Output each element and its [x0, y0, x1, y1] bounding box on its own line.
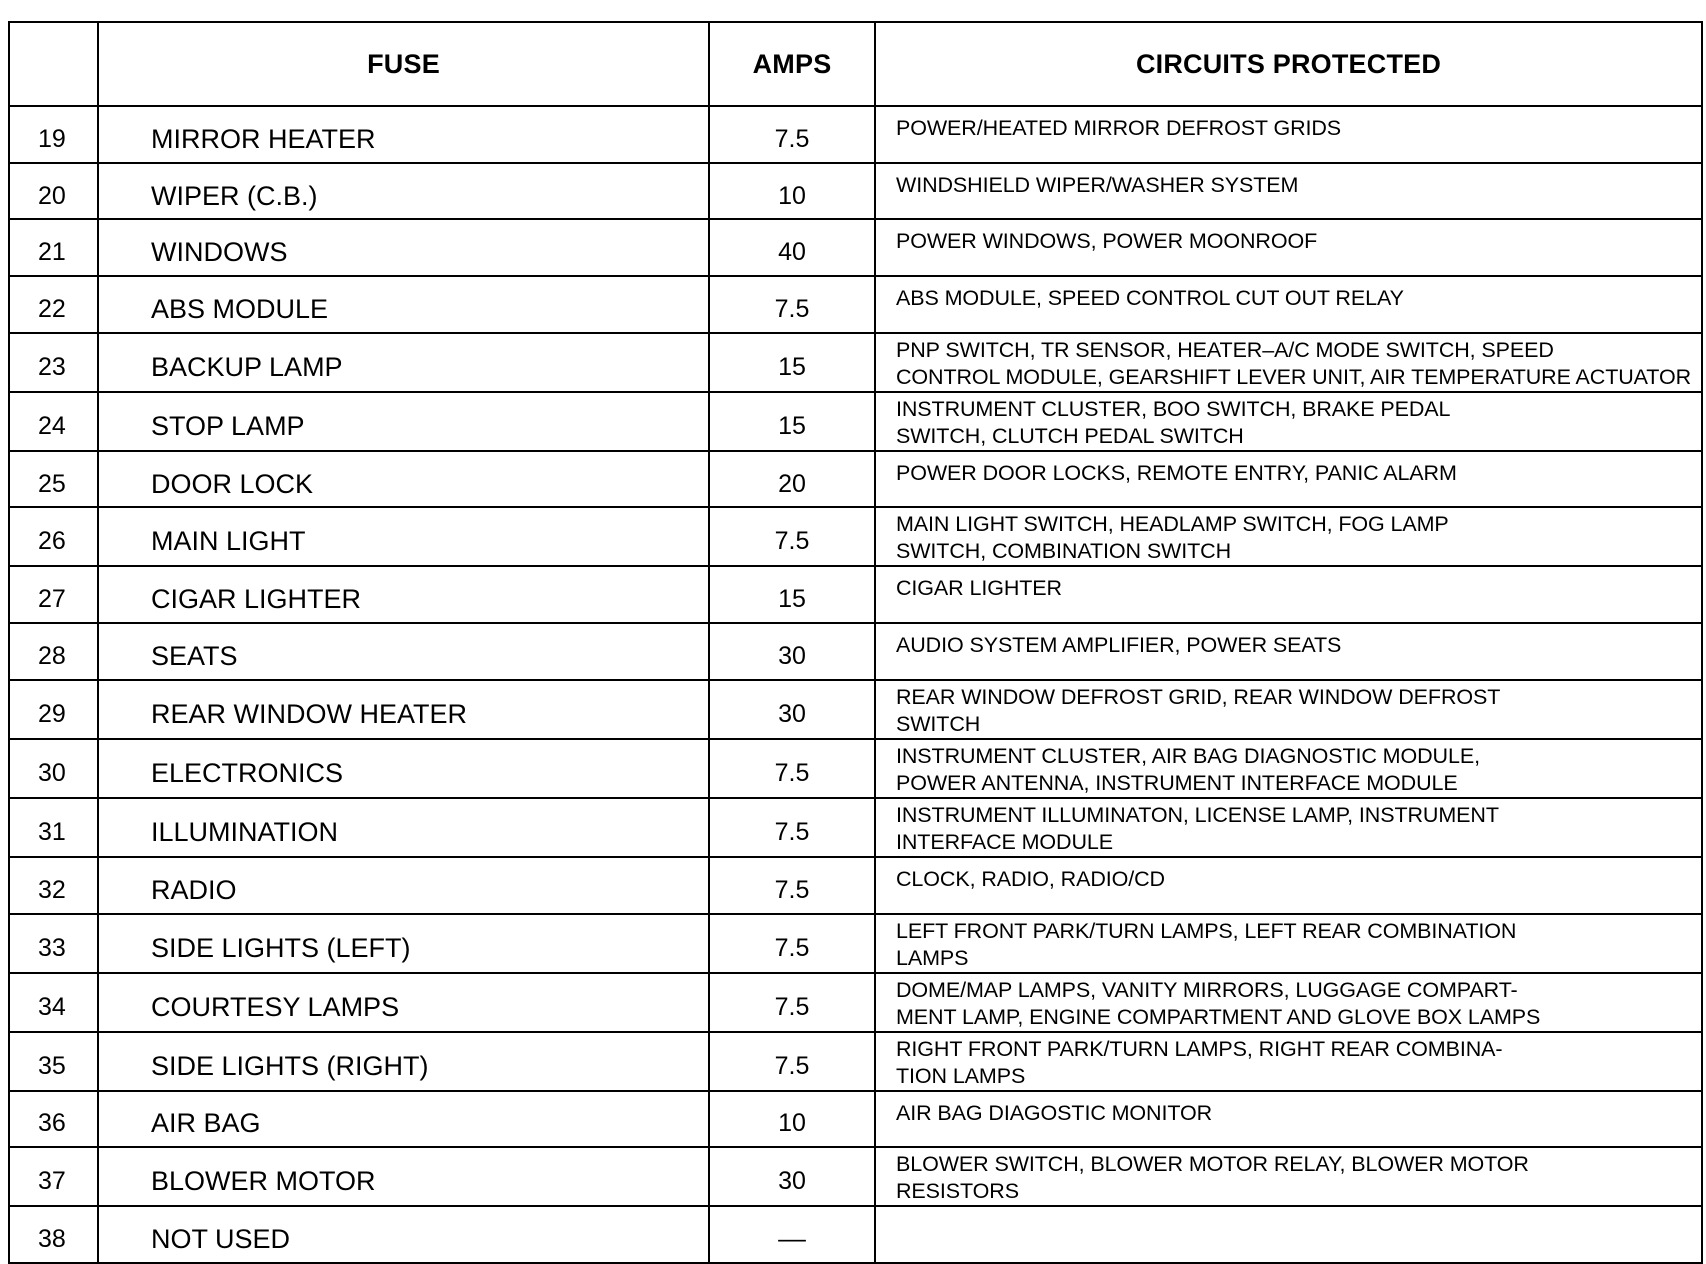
table-row [9, 219, 1702, 276]
fuse-name: COURTESY LAMPS [98, 973, 709, 1032]
fuse-name: WINDOWS [98, 219, 709, 276]
fuse-amps: 10 [709, 163, 875, 220]
fuse-name: MIRROR HEATER [98, 106, 709, 163]
circuits-protected: POWER/HEATED MIRROR DEFROST GRIDS [875, 106, 1702, 163]
fuse-number: 25 [9, 451, 98, 508]
fuse-amps: 15 [709, 566, 875, 623]
fuse-amps: 7.5 [709, 973, 875, 1032]
header-row [9, 22, 1702, 106]
fuse-number: 26 [9, 507, 98, 566]
circuits-protected: DOME/MAP LAMPS, VANITY MIRRORS, LUGGAGE COMPART- MENT LAMP, ENGINE COMPARTMENT AND GLOVE BOX LAMPS [875, 973, 1702, 1032]
fuse-name: SEATS [98, 623, 709, 680]
fuse-name: SIDE LIGHTS (RIGHT) [98, 1032, 709, 1091]
table-row [9, 392, 1702, 451]
table-row [9, 857, 1702, 914]
fuse-number: 19 [9, 106, 98, 163]
circuits-protected: INSTRUMENT CLUSTER, AIR BAG DIAGNOSTIC MODULE, POWER ANTENNA, INSTRUMENT INTERFACE MODULE [875, 739, 1702, 798]
circuits-protected: CLOCK, RADIO, RADIO/CD [875, 857, 1702, 914]
fuse-amps: –– [709, 1206, 875, 1263]
fuse-amps: 7.5 [709, 914, 875, 973]
fuse-name: BACKUP LAMP [98, 333, 709, 392]
circuits-protected [875, 1206, 1702, 1263]
fuse-number: 23 [9, 333, 98, 392]
fuse-amps: 7.5 [709, 276, 875, 333]
circuits-protected: CIGAR LIGHTER [875, 566, 1702, 623]
fuse-number: 22 [9, 276, 98, 333]
table-row [9, 1147, 1702, 1206]
table-row [9, 1091, 1702, 1148]
fuse-amps: 30 [709, 623, 875, 680]
fuse-amps: 15 [709, 392, 875, 451]
fuse-number: 35 [9, 1032, 98, 1091]
table-row [9, 163, 1702, 220]
table-row [9, 451, 1702, 508]
table-row [9, 623, 1702, 680]
fuse-name: STOP LAMP [98, 392, 709, 451]
fuse-name: MAIN LIGHT [98, 507, 709, 566]
fuse-amps: 7.5 [709, 857, 875, 914]
fuse-number: 27 [9, 566, 98, 623]
header-fuse: FUSE [98, 22, 709, 106]
circuits-protected: AUDIO SYSTEM AMPLIFIER, POWER SEATS [875, 623, 1702, 680]
circuits-protected: REAR WINDOW DEFROST GRID, REAR WINDOW DEFROST SWITCH [875, 680, 1702, 739]
fuse-amps: 20 [709, 451, 875, 508]
table-row [9, 973, 1702, 1032]
circuits-protected: LEFT FRONT PARK/TURN LAMPS, LEFT REAR COMBINATION LAMPS [875, 914, 1702, 973]
circuits-protected: MAIN LIGHT SWITCH, HEADLAMP SWITCH, FOG LAMP SWITCH, COMBINATION SWITCH [875, 507, 1702, 566]
circuits-protected: INSTRUMENT CLUSTER, BOO SWITCH, BRAKE PEDAL SWITCH, CLUTCH PEDAL SWITCH [875, 392, 1702, 451]
circuits-protected: PNP SWITCH, TR SENSOR, HEATER–A/C MODE SWITCH, SPEED CONTROL MODULE, GEARSHIFT LEVER UNIT, AIR TEMPERATURE ACTUATOR [875, 333, 1702, 392]
fuse-amps: 40 [709, 219, 875, 276]
header-amps: AMPS [709, 22, 875, 106]
table-row [9, 1206, 1702, 1263]
fuse-amps: 7.5 [709, 798, 875, 857]
table-row [9, 333, 1702, 392]
circuits-protected: POWER WINDOWS, POWER MOONROOF [875, 219, 1702, 276]
table-row [9, 680, 1702, 739]
fuse-name: CIGAR LIGHTER [98, 566, 709, 623]
fuse-number: 38 [9, 1206, 98, 1263]
table-row [9, 106, 1702, 163]
circuits-protected: BLOWER SWITCH, BLOWER MOTOR RELAY, BLOWER MOTOR RESISTORS [875, 1147, 1702, 1206]
fuse-name: ABS MODULE [98, 276, 709, 333]
fuse-number: 28 [9, 623, 98, 680]
fuse-amps: 30 [709, 680, 875, 739]
circuits-protected: RIGHT FRONT PARK/TURN LAMPS, RIGHT REAR COMBINA- TION LAMPS [875, 1032, 1702, 1091]
fuse-number: 29 [9, 680, 98, 739]
fuse-name: REAR WINDOW HEATER [98, 680, 709, 739]
fuse-number: 30 [9, 739, 98, 798]
fuse-name: SIDE LIGHTS (LEFT) [98, 914, 709, 973]
fuse-number: 24 [9, 392, 98, 451]
fuse-name: ILLUMINATION [98, 798, 709, 857]
circuits-protected: POWER DOOR LOCKS, REMOTE ENTRY, PANIC ALARM [875, 451, 1702, 508]
fuse-number: 21 [9, 219, 98, 276]
fuse-amps: 30 [709, 1147, 875, 1206]
fuse-name: AIR BAG [98, 1091, 709, 1148]
circuits-protected: INSTRUMENT ILLUMINATON, LICENSE LAMP, INSTRUMENT INTERFACE MODULE [875, 798, 1702, 857]
table-row [9, 914, 1702, 973]
table-body [9, 106, 1702, 1263]
table-header [9, 22, 1702, 106]
fuse-amps: 7.5 [709, 739, 875, 798]
table-row [9, 276, 1702, 333]
table-row [9, 507, 1702, 566]
fuse-number: 37 [9, 1147, 98, 1206]
fuse-amps: 10 [709, 1091, 875, 1148]
fuse-number: 33 [9, 914, 98, 973]
table-row [9, 1032, 1702, 1091]
fuse-number: 20 [9, 163, 98, 220]
fuse-name: WIPER (C.B.) [98, 163, 709, 220]
circuits-protected: AIR BAG DIAGOSTIC MONITOR [875, 1091, 1702, 1148]
fuse-name: ELECTRONICS [98, 739, 709, 798]
fuse-name: DOOR LOCK [98, 451, 709, 508]
fuse-amps: 15 [709, 333, 875, 392]
header-circuits-protected: CIRCUITS PROTECTED [875, 22, 1702, 106]
fuse-table [8, 21, 1703, 1264]
fuse-number: 31 [9, 798, 98, 857]
circuits-protected: WINDSHIELD WIPER/WASHER SYSTEM [875, 163, 1702, 220]
fuse-amps: 7.5 [709, 106, 875, 163]
fuse-number: 36 [9, 1091, 98, 1148]
fuse-name: RADIO [98, 857, 709, 914]
table-row [9, 566, 1702, 623]
fuse-amps: 7.5 [709, 1032, 875, 1091]
fuse-name: NOT USED [98, 1206, 709, 1263]
table-row [9, 798, 1702, 857]
circuits-protected: ABS MODULE, SPEED CONTROL CUT OUT RELAY [875, 276, 1702, 333]
fuse-number: 34 [9, 973, 98, 1032]
fuse-amps: 7.5 [709, 507, 875, 566]
table-row [9, 739, 1702, 798]
header-number [9, 22, 98, 106]
fuse-name: BLOWER MOTOR [98, 1147, 709, 1206]
fuse-number: 32 [9, 857, 98, 914]
